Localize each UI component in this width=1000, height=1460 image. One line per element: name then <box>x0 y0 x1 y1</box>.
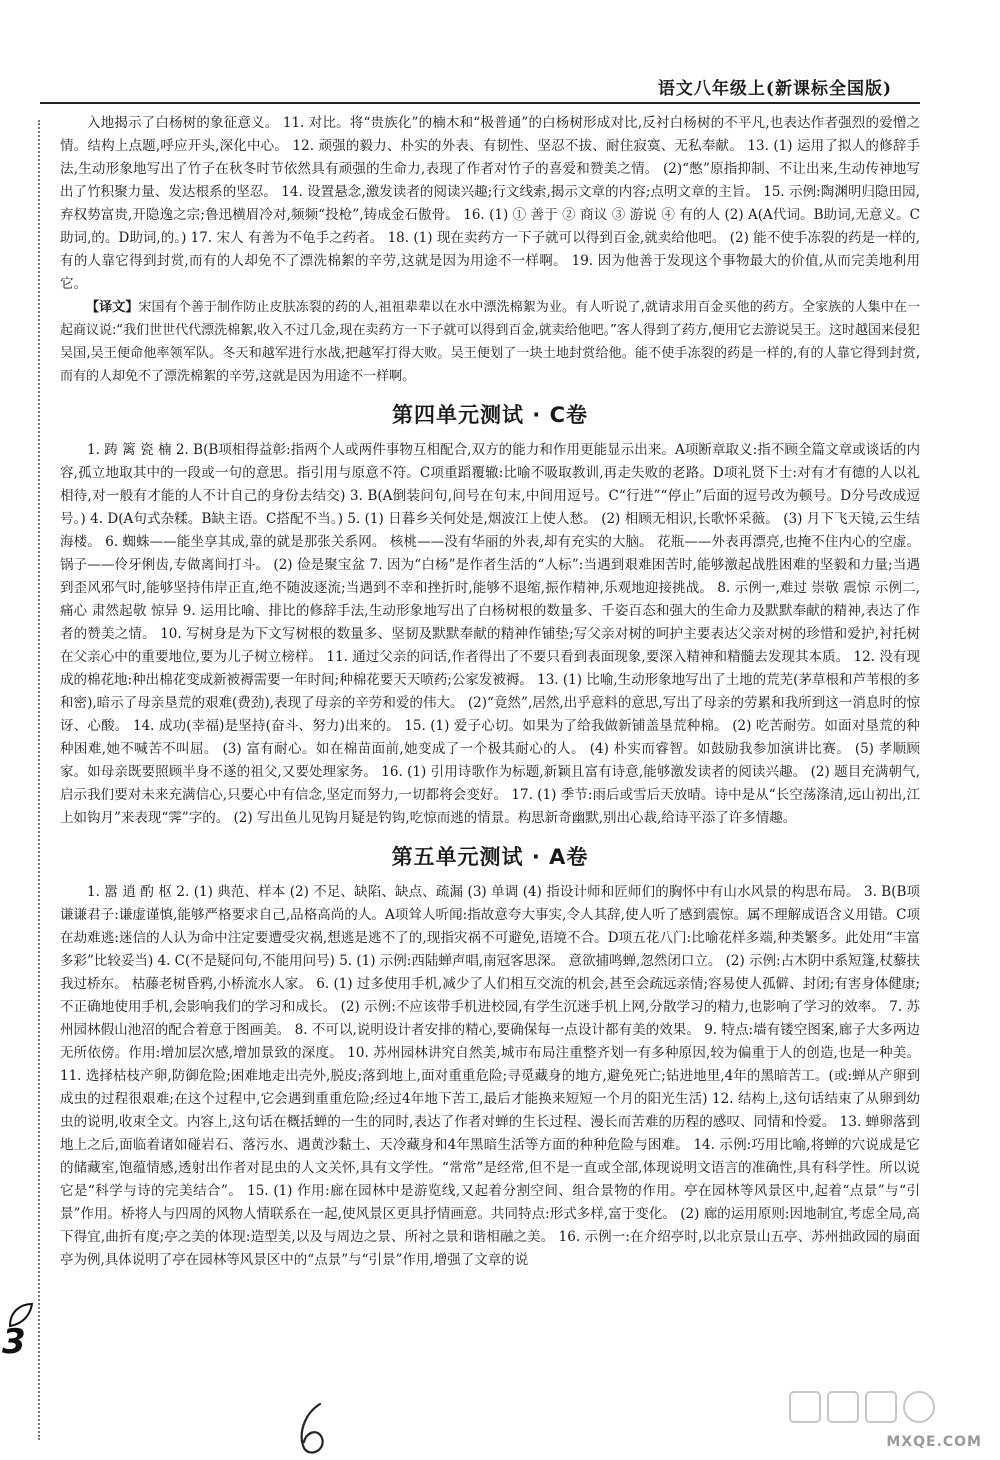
section-title-unit5-a: 第五单元测试 · A卷 <box>391 845 589 869</box>
page-number: 3 <box>2 1322 26 1362</box>
handwritten-mark <box>290 1400 340 1456</box>
translation-paragraph <box>60 296 920 388</box>
translation-text: 宋国有个善于制作防止皮肤冻裂的药的人,祖祖辈辈以在水中漂洗棉絮为业。有人听说了,就请求用百金买他的药方。全家族的人集中在一起商议说:“我们世世代代漂洗棉絮,收入不过几金,现在卖药方一下子就可以得到百金,就卖给他吧。”客人得到了药方,便用它去游说吴王。这时越国来侵犯吴国,吴王便命他率领军队。冬天和越军进行水战,把越军打得大败。吴王便划了一块土地封赏给他。能不使手冻裂的药是一样的,有的人靠它得到封赏,而有的人却免不了漂洗棉絮的辛劳,这就是因为用途不一样啊。 <box>60 300 920 384</box>
watermark-text: MXQE.COM <box>886 1434 982 1450</box>
answer-paragraph-unit4-c: 1. 踌 篱 瓷 楠 2. B(B项相得益彰:指两个人或两件事物互相配合,双方的能力和作用更能显示出来。A项断章取义:指不顾全篇文章或谈话的内容,孤立地取其中的一段或一句的意思。指引用与原意不符。C项重蹈覆辙:比喻不吸取教训,再走失败的老路。D项礼贤下士:对有才有德的人以礼相待,对一般有才能的人不计自己的身份去结交) 3. B(A倒装问句,问号在句末,中间用逗号。C“行进”“停止”后面的逗号改为顿号。D分号改成逗号。) 4. D(A句式杂糅。B缺主语。C搭配不当。) 5. (1) 日暮乡关何处是,烟波江上使人愁。 (2) 相顾无相识,长歌怀采薇。 (3) 月下飞天镜,云生结海楼。 6. 蜘蛛——能坐享其成,靠的就是那张关系网。 核桃——没有华丽的外表,却有充实的大脑。 花瓶——外表再漂亮,也掩不住内心的空虚。 锅子——伶牙俐齿,专做离间打斗。 (2) 俭是聚宝盆 7. 因为“白杨”是作者生活的“人标”:当遇到艰难困苦时,能够激起战胜困难的坚毅和力量;当遇到歪风邪气时,能够坚持伟岸正直,绝不随波逐流;当遇到不幸和挫折时,能够不退缩,振作精神,乐观地迎接挑战。 8. 示例一,难过 崇敬 震惊 示例二,痛心 肃然起敬 惊异 9. 运用比喻、排比的修辞手法,生动形象地写出了白杨树根的数量多、千姿百态和强大的生命力及默默奉献的精神,表达了作者的赞美之情。 10. 写树身是为下文写树根的数量多、坚韧及默默奉献的精神作铺垫;写父亲对树的呵护主要表达父亲对树的珍惜和爱护,衬托树在父亲心中的重要地位,要为儿子树立榜样。 11. 通过父亲的问话,作者得出了不要只看到表面现象,要深入精神和精髓去发现其本质。 12. 没有现成的棉花地:种出棉花变成新被褥需要一年时间;种棉花要天天喷药;公家发被褥。 13. (1) 比喻,生动形象地写出了土地的荒芜(茅草根和芦苇根的多和密),暗示了母亲垦荒的艰难(费劲),表现了母亲的辛劳和爱的伟大。 (2)“竟然”,居然,出乎意料的意思,写出了母亲的劳累和我所到这一消息时的惊讶、心酸。 14. 成功(幸福)是坚持(奋斗、努力)出来的。 15. (1) 爱子心切。如果为了给我做新铺盖垦荒种棉。 (2) 吃苦耐劳。如面对垦荒的种种困难,她不喊苦不叫屈。 (3) 富有耐心。如在棉苗面前,她变成了一个极其耐心的人。 (4) 朴实而睿智。如鼓励我参加演讲比赛。 (5) 孝顺顾家。如母亲既要照顾半身不遂的祖父,又要处理家务。 16. (1) 引用诗歌作为标题,新颖且富有诗意,能够激发读者的阅读兴趣。 (2) 题目充满朝气,启示我们要对未来充满信心,只要心中有信念,坚定而努力,一切都将会变好。 17. (1) 季节:雨后或雪后天放晴。诗中是从“长空荡涤清,远山初出,江上如钩月”来表现“霁”字的。 (2) 写出鱼儿见钩月疑是钓钩,吃惊而逃的情景。构思新奇幽默,别出心裁,给诗平添了许多情趣。 <box>60 442 920 826</box>
translation-tag: 【译文】 <box>86 300 139 315</box>
binding-margin-dots <box>38 120 40 1440</box>
header-rule <box>40 102 920 104</box>
main-content <box>60 112 920 1272</box>
answer-paragraph-unit5-a: 1. 嚣 逍 酌 枢 2. (1) 典范、样本 (2) 不足、缺陷、缺点、疏漏 (3) 单调 (4) 指设计师和匠师们的胸怀中有山水风景的构思布局。 3. B(B项谦谦君子:谦虚谨慎,能够严格要求自己,品格高尚的人。A项耸人听闻:指故意夸大事实,令人其辞,使人听了感到震惊。属不理解成语含义用错。C项在劫难逃:迷信的人认为命中注定要遭受灾祸,想逃是逃不了的,现指灾祸不可避免,语境不合。D项五花八门:比喻花样多端,种类繁多。此处用“丰富多彩”比较妥当) 4. C(不是疑问句,不能用问号) 5. (1) 示例:西陆蝉声唱,南冠客思深。 意欲捕鸣蝉,忽然闭口立。 (2) 示例:占木阴中系短篷,杖藜扶我过桥东。 枯藤老树昏鸦,小桥流水人家。 6. (1) 过多使用手机,减少了人们相互交流的机会,甚至会疏远亲情;容易使人孤僻、封闭;有害身体健康;不正确地使用手机,会影响我们的学习和成长。 (2) 示例:不应该带手机进校园,有学生沉迷手机上网,分散学习的精力,也影响了学习的效率。 7. 苏州园林假山池沼的配合着意于图画美。 8. 不可以,说明设计者安排的精心,要确保每一点设计都有美的效果。 9. 特点:墙有镂空图案,廊子大多两边无所依傍。作用:增加层次感,增加景致的深度。 10. 苏州园林讲究自然美,城市布局注重整齐划一有多种原因,较为偏重于人的创造,也是一种美。 11. 选择枯枝产卵,防御危险;困难地走出壳外,脱皮;落到地上,面对重重危险;寻觅藏身的地方,避免死亡;钻进地里,4年的黑暗苦工。(或:蝉从产卵到成虫的过程很艰难;在这个过程中,它会遇到重重危险;经过4年地下苦工,最后才能换来短短一个月的阳光生活) 12. 结构上,这句话结束了从卵到幼虫的说明,收束全文。内容上,这句话在概括蝉的一生的同时,表达了作者对蝉的生长过程、漫长而苦难的历程的感叹、同情和怜爱。 13. 蝉卵落到地上之后,面临着诸如碰岩石、落污水、遇黄沙黏土、天冷藏身和4年黑暗生活等方面的种种危险与困难。 14. 示例:巧用比喻,将蝉的穴说成是它的储藏室,饱蕴情感,透射出作者对昆虫的人文关怀,具有文学性。“常常”是经常,但不是一直或全部,体现说明文语言的准确性,具有科学性。所以说它是“科学与诗的完美结合”。 15. (1) 作用:廊在园林中是游览线,又起着分割空间、组合景物的作用。亭在园林等风景区中,起着“点景”与“引景”作用。桥将人与四周的风物人情联系在一起,使风景区更具抒情画意。共同特点:形式多样,富于变化。 (2) 廊的运用原则:因地制宜,考虑全局,高下得宜,曲折有度;亭之美的体现:造型美,以及与周边之景、所衬之景和谐相融之美。 16. 示例一:在介绍亭时,以北京景山五亭、苏州拙政园的扇面亭为例,具体说明了亭在园林等风景区中的“点景”与“引景”作用,增强了文章的说 <box>60 884 920 1268</box>
section-title-unit4-c: 第四单元测试 · C卷 <box>391 403 588 427</box>
answer-paragraph-unit4-b: 入地揭示了白杨树的象征意义。 11. 对比。将“贵族化”的楠木和“极普通”的白杨树形成对比,反衬白杨树的不平凡,也表达作者强烈的爱憎之情。结构上点题,呼应开头,深化中心。 12. 顽强的毅力、朴实的外表、有韧性、坚忍不拔、耐住寂寞、无私奉献。 13. (1) 运用了拟人的修辞手法,生动形象地写出了竹子在秋冬时节依然具有顽强的生命力,表现了作者对竹子的喜爱和赞美之情。 (2)“憋”原指抑制、不让出来,生动传神地写出了竹积聚力量、发达根系的坚忍。 14. 设置悬念,激发读者的阅读兴趣;行文线索,揭示文章的内容;点明文章的主旨。 15. 示例:陶渊明归隐田园,弃权势富贵,开隐逸之宗;鲁迅横眉冷对,频频“投枪”,铸成金石傲骨。 16. (1) ① 善于 ② 商议 ③ 游说 ④ 有的人 (2) A(A代词。B助词,无意义。C助词,的。D助词,的。) 17. 宋人 有善为不龟手之药者。 18. (1) 现在卖药方一下子就可以得到百金,就卖给他吧。 (2) 能不使手冻裂的药是一样的,有的人靠它得到封赏,而有的人却免不了漂洗棉絮的辛劳,这就是因为用途不一样啊。 19. 因为他善于发现这个事物最大的价值,从而完美地利用它。 <box>60 115 920 292</box>
page-header-title: 语文八年级上(新课标全国版) <box>657 79 892 99</box>
